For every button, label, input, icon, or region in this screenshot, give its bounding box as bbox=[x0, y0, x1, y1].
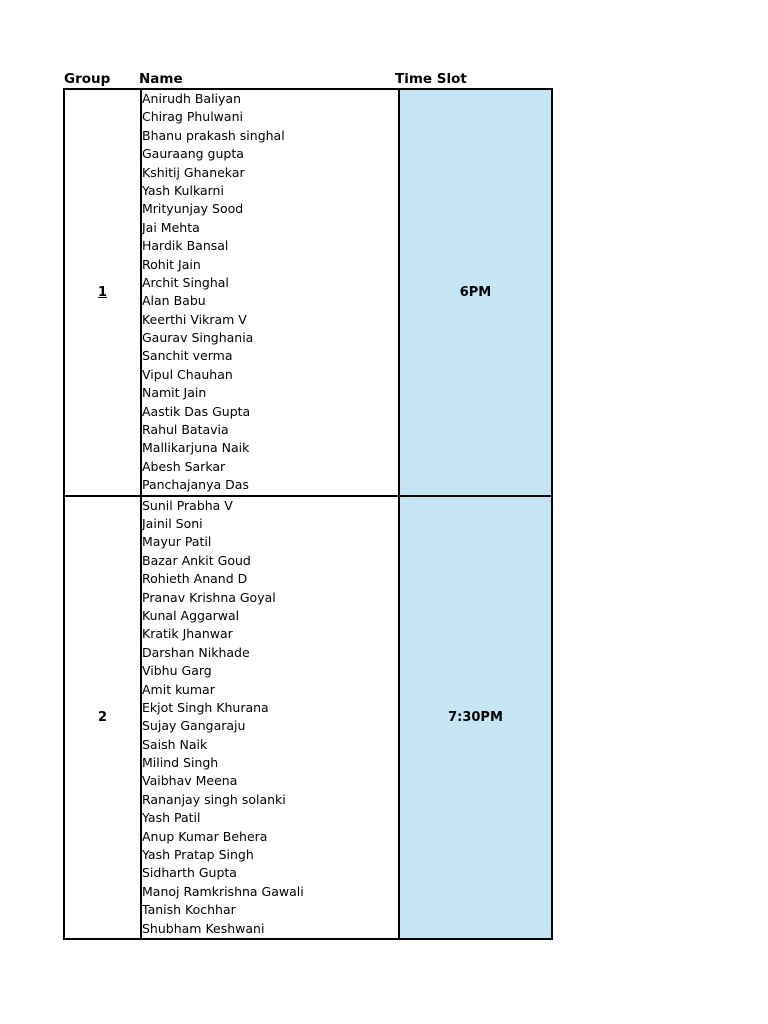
name-item: Kunal Aggarwal bbox=[142, 607, 240, 623]
name-item: Mayur Patil bbox=[142, 534, 212, 550]
name-item: Hardik Bansal bbox=[142, 238, 229, 254]
name-item: Mrityunjay Sood bbox=[142, 201, 244, 217]
name-item: Milind Singh bbox=[142, 755, 219, 771]
group-number: 1 bbox=[97, 284, 108, 300]
name-item: Rohieth Anand D bbox=[142, 571, 248, 587]
name-item: Vipul Chauhan bbox=[142, 366, 233, 382]
header-name: Name bbox=[139, 71, 183, 87]
names-cell bbox=[141, 89, 399, 496]
name-item: Vaibhav Meena bbox=[142, 773, 238, 789]
name-item: Mallikarjuna Naik bbox=[142, 440, 250, 456]
name-item: Alan Babu bbox=[142, 293, 206, 309]
group-row-1 bbox=[64, 89, 552, 496]
name-item: Kshitij Ghanekar bbox=[142, 164, 245, 180]
name-item: Ekjot Singh Khurana bbox=[142, 699, 269, 715]
name-item: Rohit Jain bbox=[142, 256, 201, 272]
group-row-2 bbox=[64, 496, 552, 939]
name-item: Panchajanya Das bbox=[142, 477, 249, 493]
group-number: 2 bbox=[97, 709, 108, 725]
name-item: Vibhu Garg bbox=[142, 663, 212, 679]
name-item: Abesh Sarkar bbox=[142, 458, 226, 474]
name-item: Archit Singhal bbox=[142, 274, 229, 290]
time-slot-cell bbox=[399, 496, 552, 939]
name-item: Sidharth Gupta bbox=[142, 865, 237, 881]
name-item: Keerthi Vikram V bbox=[142, 311, 247, 327]
name-item: Jai Mehta bbox=[142, 219, 200, 235]
name-item: Bazar Ankit Goud bbox=[142, 552, 251, 568]
name-item: Gauraang gupta bbox=[142, 146, 244, 162]
name-item: Rananjay singh solanki bbox=[142, 791, 286, 807]
name-item: Sanchit verma bbox=[142, 348, 233, 364]
name-item: Saish Naik bbox=[142, 736, 208, 752]
name-item: Pranav Krishna Goyal bbox=[142, 589, 276, 605]
header-time-slot: Time Slot bbox=[395, 71, 467, 87]
name-item: Shubham Keshwani bbox=[142, 920, 265, 936]
name-item: Bhanu prakash singhal bbox=[142, 127, 285, 143]
names-list bbox=[142, 90, 398, 495]
time-slot-value: 6PM bbox=[459, 284, 492, 300]
schedule-sheet bbox=[63, 70, 553, 940]
name-item: Yash Kulkarni bbox=[142, 182, 224, 198]
time-slot-value: 7:30PM bbox=[448, 709, 503, 725]
name-item: Yash Pratap Singh bbox=[142, 847, 254, 863]
name-item: Sunil Prabha V bbox=[142, 497, 233, 513]
group-number-cell bbox=[64, 496, 141, 939]
name-item: Anirudh Baliyan bbox=[142, 91, 241, 106]
name-item: Anup Kumar Behera bbox=[142, 828, 268, 844]
names-list bbox=[142, 497, 398, 938]
name-item: Yash Patil bbox=[142, 810, 201, 826]
names-cell bbox=[141, 496, 399, 939]
name-item: Gaurav Singhania bbox=[142, 330, 254, 346]
groups-table bbox=[63, 88, 553, 940]
name-item: Namit Jain bbox=[142, 385, 207, 401]
time-slot-cell bbox=[399, 89, 552, 496]
name-item: Aastik Das Gupta bbox=[142, 403, 251, 419]
name-item: Jainil Soni bbox=[142, 515, 203, 531]
header-row bbox=[63, 70, 553, 88]
name-item: Chirag Phulwani bbox=[142, 109, 243, 125]
name-item: Amit kumar bbox=[142, 681, 215, 697]
name-item: Tanish Kochhar bbox=[142, 902, 236, 918]
name-item: Kratik Jhanwar bbox=[142, 626, 233, 642]
name-item: Darshan Nikhade bbox=[142, 644, 250, 660]
header-group: Group bbox=[64, 71, 111, 87]
group-number-cell bbox=[64, 89, 141, 496]
name-item: Manoj Ramkrishna Gawali bbox=[142, 883, 304, 899]
name-item: Rahul Batavia bbox=[142, 422, 229, 438]
name-item: Sujay Gangaraju bbox=[142, 718, 246, 734]
